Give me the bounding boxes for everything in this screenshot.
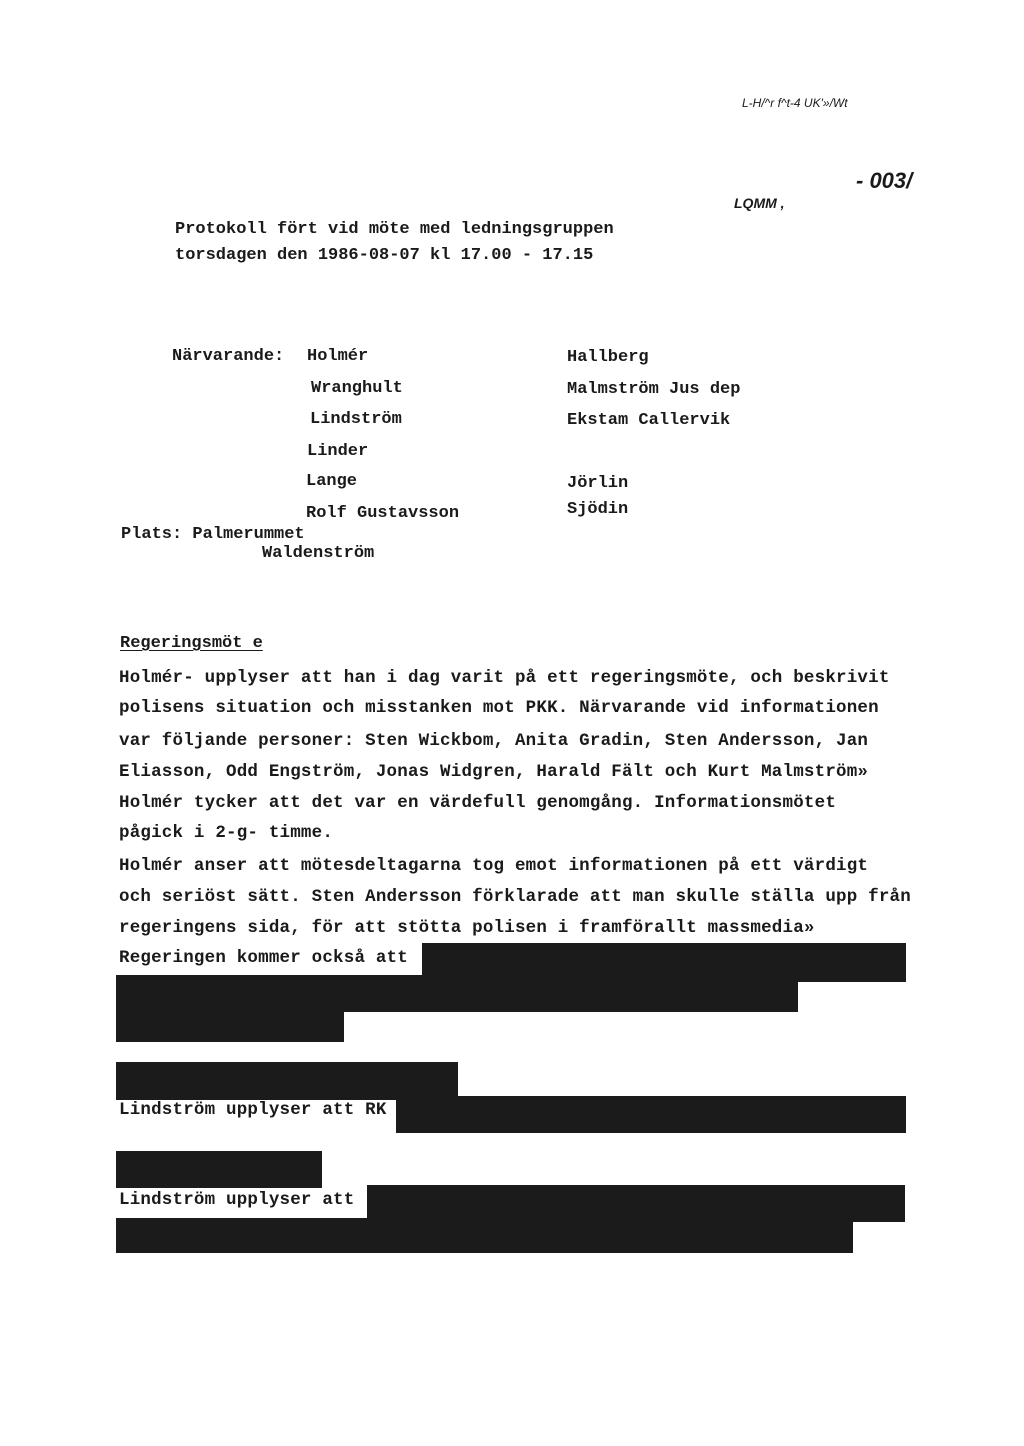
attendee-right-3: Ekstam Callervik — [567, 411, 731, 430]
redaction-block-2 — [116, 975, 798, 1012]
attendee-right-2: Malmström Jus dep — [567, 380, 741, 399]
body-line-7: Holmér anser att mötesdeltagarna tog emot informationen på ett värdigt — [119, 856, 869, 876]
paragraph-lindstrom: Lindström upplyser att — [119, 1190, 355, 1210]
body-line-10: Regeringen kommer också att — [119, 948, 408, 968]
section-heading: Regeringsmöt e — [120, 634, 263, 653]
document-title-line-1: Protokoll fört vid möte med ledningsgruppen — [175, 220, 614, 239]
page-number: - 003/ — [856, 168, 913, 193]
redaction-block-8 — [116, 1218, 853, 1253]
body-line-9: regeringens sida, för att stötta polisen i framförallt massmedia» — [119, 918, 815, 938]
attendee-left-4: Linder — [307, 442, 369, 461]
body-line-5: Holmér tycker att det var en värdefull genomgång. Informationsmötet — [119, 793, 837, 813]
attendee-extra: Waldenström — [262, 544, 375, 563]
paragraph-lindstrom-rk: Lindström upplyser att RK — [119, 1100, 387, 1120]
body-line-2: polisens situation och misstanken mot PKK. Närvarande vid informationen — [119, 698, 879, 718]
attendee-left-3: Lindström — [310, 410, 402, 429]
body-line-1: Holmér- upplyser att han i dag varit på ett regeringsmöte, och beskrivit — [119, 668, 890, 688]
redaction-block-4 — [116, 1062, 458, 1100]
attendee-left-2: Wranghult — [311, 379, 403, 398]
meeting-place: Plats: Palmerummet — [121, 525, 305, 544]
body-line-8: och seriöst sätt. Sten Andersson förklarade att man skulle ställa upp från — [119, 887, 911, 907]
attendee-right-5: Sjödin — [567, 500, 629, 519]
attendee-right-4: Jörlin — [567, 474, 629, 493]
redaction-block-7 — [367, 1185, 905, 1222]
body-line-4: Eliasson, Odd Engström, Jonas Widgren, Harald Fält och Kurt Malmström» — [119, 762, 869, 782]
attendees-label: Närvarande: — [172, 347, 285, 366]
redaction-block-3 — [116, 1010, 344, 1042]
redaction-block-5 — [396, 1096, 906, 1133]
attendee-left-1: Holmér — [307, 347, 369, 366]
body-line-3: var följande personer: Sten Wickbom, Anita Gradin, Sten Andersson, Jan — [119, 731, 869, 751]
attendee-left-5: Lange — [306, 472, 358, 491]
document-title-line-2: torsdagen den 1986-08-07 kl 17.00 - 17.15 — [175, 246, 594, 265]
body-line-6: pågick i 2-g- timme. — [119, 823, 334, 843]
attendee-right-1: Hallberg — [567, 348, 649, 367]
document-reference-code: L-H/^r f^t-4 UK'»/Wt — [742, 96, 848, 110]
handwritten-stamp: LQMM , — [734, 195, 785, 211]
attendee-left-6: Rolf Gustavsson — [306, 504, 460, 523]
redaction-block-6 — [116, 1151, 322, 1188]
